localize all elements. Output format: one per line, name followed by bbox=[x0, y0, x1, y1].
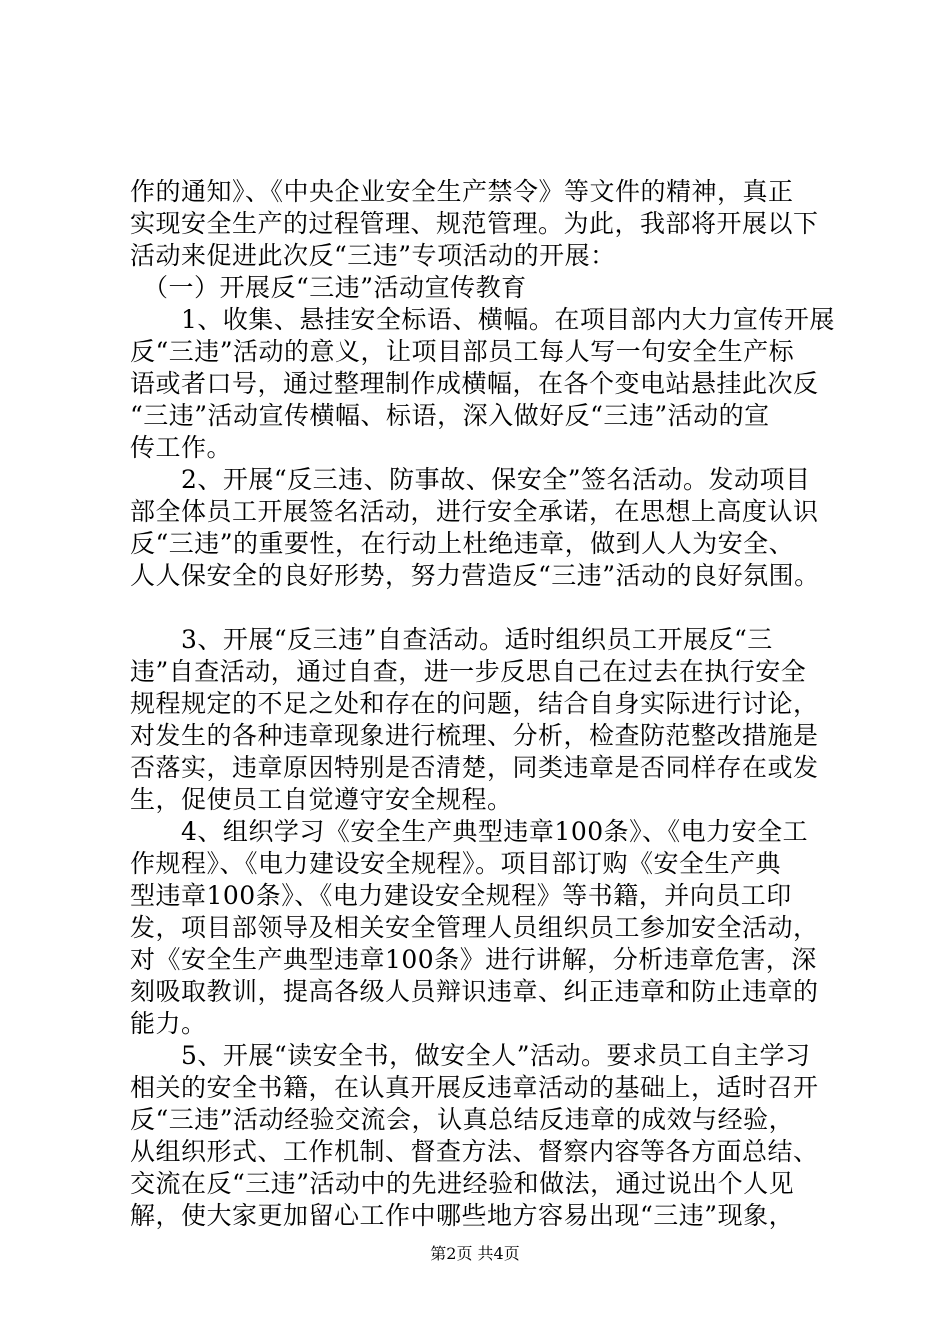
text-line: 活动来促进此次反“三违”专项活动的开展： bbox=[130, 241, 616, 270]
text-line: 发，项目部领导及相关安全管理人员组织员工参加安全活动， bbox=[130, 913, 819, 942]
text-line: 4、组织学习《安全生产典型违章100条》、《电力安全工 bbox=[130, 817, 809, 846]
text-line: 人人保安全的良好形势，努力营造反“三违”活动的良好氛围。 bbox=[130, 561, 820, 590]
text-line: 生，促使员工自觉遵守安全规程。 bbox=[130, 785, 513, 814]
text-line: 解，使大家更加留心工作中哪些地方容易出现“三违”现象， bbox=[130, 1201, 795, 1230]
text-line: 反“三违”活动经验交流会，认真总结反违章的成效与经验， bbox=[130, 1105, 795, 1134]
text-line: “三违”活动宣传横幅、标语，深入做好反“三违”活动的宣 bbox=[130, 401, 770, 430]
text-line: （一）开展反“三违”活动宣传教育 bbox=[130, 273, 527, 302]
text-line: 传工作。 bbox=[130, 433, 233, 462]
text-line: 5、开展“读安全书，做安全人”活动。要求员工自主学习 bbox=[130, 1041, 811, 1070]
text-line: 违”自查活动，通过自查，进一步反思自己在过去在执行安全 bbox=[130, 657, 807, 686]
text-line: 部全体员工开展签名活动，进行安全承诺，在思想上高度认识 bbox=[130, 497, 819, 526]
text-line: 能力。 bbox=[130, 1009, 207, 1038]
text-line: 型违章100条》、《电力建设安全规程》等书籍，并向员工印 bbox=[130, 881, 792, 910]
body-text bbox=[130, 176, 850, 1232]
text-line: 否落实，违章原因特别是否清楚，同类违章是否同样存在或发 bbox=[130, 753, 819, 782]
text-line: 刻吸取教训，提高各级人员辩识违章、纠正违章和防止违章的 bbox=[130, 977, 819, 1006]
text-line: 3、开展“反三违”自查活动。适时组织员工开展反“三 bbox=[130, 625, 773, 654]
text-line: 实现安全生产的过程管理、规范管理。为此，我部将开展以下 bbox=[130, 209, 819, 238]
text-line: 交流在反“三违”活动中的先进经验和做法，通过说出个人见 bbox=[130, 1169, 795, 1198]
text-line: 对发生的各种违章现象进行梳理、分析，检查防范整改措施是 bbox=[130, 721, 819, 750]
text-line: 1、收集、悬挂安全标语、横幅。在项目部内大力宣传开展 bbox=[130, 305, 835, 334]
text-line: 相关的安全书籍，在认真开展反违章活动的基础上，适时召开 bbox=[130, 1073, 819, 1102]
text-line: 规程规定的不足之处和存在的问题，结合自身实际进行讨论， bbox=[130, 689, 819, 718]
text-line: 从组织形式、工作机制、督查方法、督察内容等各方面总结、 bbox=[130, 1137, 819, 1166]
page-footer: 第2页 共4页 bbox=[430, 1244, 520, 1263]
text-line: 2、开展“反三违、防事故、保安全”签名活动。发动项目 bbox=[130, 465, 811, 494]
text-line: 作规程》、《电力建设安全规程》。项目部订购《安全生产典 bbox=[130, 849, 782, 878]
text-line: 反“三违”的重要性，在行动上杜绝违章，做到人人为安全、 bbox=[130, 529, 795, 558]
text-line bbox=[130, 592, 850, 624]
text-line: 语或者口号，通过整理制作成横幅，在各个变电站悬挂此次反 bbox=[130, 369, 819, 398]
text-line: 反“三违”活动的意义，让项目部员工每人写一句安全生产标 bbox=[130, 337, 795, 366]
text-line: 对《安全生产典型违章100条》进行讲解，分析违章危害，深 bbox=[130, 945, 817, 974]
text-line: 作的通知》、《中央企业安全生产禁令》等文件的精神，真正 bbox=[130, 177, 794, 206]
